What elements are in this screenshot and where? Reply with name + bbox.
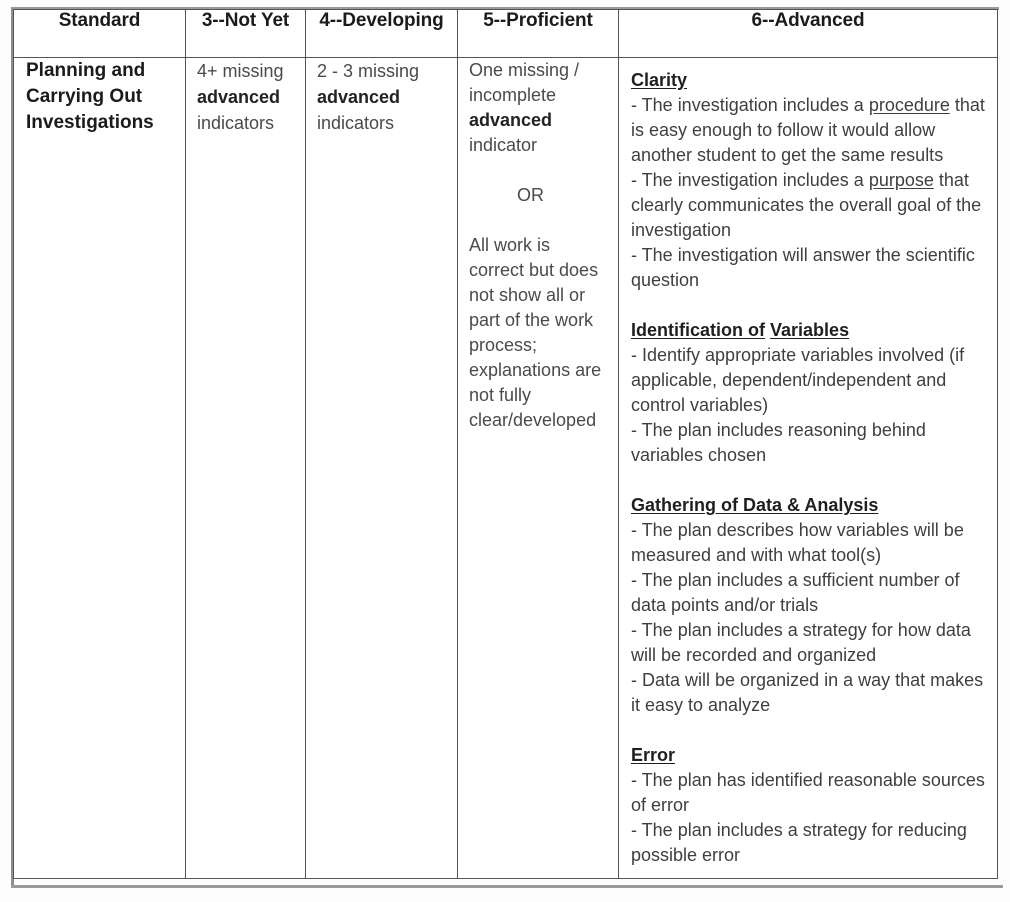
advanced-bullet xyxy=(631,668,989,718)
not-yet-suffix: indicators xyxy=(197,113,275,133)
cell-advanced xyxy=(619,58,998,879)
advanced-bullet xyxy=(631,93,989,168)
advanced-bullet-underlined-term: procedure xyxy=(868,95,950,115)
not-yet-prefix: 4+ missing xyxy=(197,61,284,81)
table-row xyxy=(14,58,998,879)
advanced-bullet-text: - Data will be organized in a way that makes it easy to analyze xyxy=(631,670,984,715)
advanced-bullet-text: - The plan includes a strategy for how data will be recorded and organized xyxy=(631,620,971,665)
table-body xyxy=(14,58,998,879)
advanced-bullet xyxy=(631,768,989,818)
developing-text xyxy=(306,58,457,136)
advanced-bullet xyxy=(631,568,989,618)
column-header-advanced: 6--Advanced xyxy=(619,10,998,58)
advanced-bullet-text: - Identify appropriate variables involved (if applicable, dependent/independent and control variables) xyxy=(631,345,965,415)
advanced-bullet-text: that clearly communicates the overall goal of the investigation xyxy=(631,170,982,240)
advanced-bullet xyxy=(631,243,989,293)
developing-suffix: indicators xyxy=(317,113,395,133)
advanced-bullet-text: that is easy enough to follow it would allow another student to get the same results xyxy=(631,95,985,165)
proficient-gap-top xyxy=(469,158,610,183)
proficient-text xyxy=(458,58,618,433)
developing-bold: advanced xyxy=(317,87,401,107)
advanced-bullet-text: - The plan describes how variables will be measured and with what tool(s) xyxy=(631,520,964,565)
advanced-bullet xyxy=(631,818,989,868)
proficient-line-1: One missing / xyxy=(469,60,580,80)
advanced-bullet xyxy=(631,418,989,468)
proficient-line-4: indicator xyxy=(469,135,538,155)
advanced-heading-underlined-part: Gathering of Data & Analysis xyxy=(631,495,879,515)
advanced-bullet-text: - The plan includes reasoning behind variables chosen xyxy=(631,420,926,465)
page-bottom-rule xyxy=(11,885,1003,888)
advanced-bullet-text: - The plan includes a sufficient number of data points and/or trials xyxy=(631,570,960,615)
advanced-section-spacer xyxy=(631,718,989,743)
advanced-heading-underlined-part: Variables xyxy=(770,320,850,340)
proficient-gap-bottom xyxy=(469,208,610,233)
column-header-proficient: 5--Proficient xyxy=(458,10,619,58)
advanced-section-spacer xyxy=(631,293,989,318)
proficient-part-two: All work is correct but does not show all or part of the work process; explanations are not fully clear/developed xyxy=(469,235,602,430)
advanced-bullet-text: - The plan has identified reasonable sources of error xyxy=(631,770,985,815)
advanced-bullet xyxy=(631,618,989,668)
advanced-bullet xyxy=(631,343,989,418)
advanced-bullet-text: - The plan includes a strategy for reducing possible error xyxy=(631,820,967,865)
cell-proficient xyxy=(458,58,619,879)
advanced-bullet-text: - The investigation includes a xyxy=(631,95,869,115)
standard-name: Planning and Carrying Out Investigations xyxy=(26,60,154,133)
not-yet-bold: advanced xyxy=(197,87,281,107)
column-header-standard: Standard xyxy=(14,10,186,58)
table-header xyxy=(14,10,998,58)
cell-developing xyxy=(306,58,458,879)
advanced-heading-underlined-part: Error xyxy=(631,745,676,765)
advanced-section-spacer xyxy=(631,468,989,493)
cell-standard xyxy=(14,58,186,879)
table-header-row xyxy=(14,10,998,58)
developing-prefix: 2 - 3 missing xyxy=(317,61,420,81)
advanced-bullet xyxy=(631,518,989,568)
advanced-bullet-underlined-term: purpose xyxy=(868,170,934,190)
advanced-bullet-text: - The investigation includes a xyxy=(631,170,869,190)
advanced-heading-underlined-part: Identification of xyxy=(631,320,765,340)
rubric-table xyxy=(13,9,998,879)
advanced-heading-underlined-part: Clarity xyxy=(631,70,688,90)
advanced-section-heading xyxy=(631,743,989,768)
advanced-content xyxy=(619,58,997,878)
not-yet-text xyxy=(186,58,305,136)
advanced-section-heading xyxy=(631,68,989,93)
column-header-developing: 4--Developing xyxy=(306,10,458,58)
proficient-connector: OR xyxy=(517,185,544,205)
advanced-section-heading xyxy=(631,318,989,343)
proficient-line-2: incomplete xyxy=(469,85,557,105)
advanced-bullet-text: - The investigation will answer the scientific question xyxy=(631,245,975,290)
cell-not-yet xyxy=(186,58,306,879)
column-header-not-yet: 3--Not Yet xyxy=(186,10,306,58)
advanced-bullet xyxy=(631,168,989,243)
advanced-section-heading xyxy=(631,493,989,518)
proficient-bold: advanced xyxy=(469,110,553,130)
proficient-part-one xyxy=(469,58,610,158)
